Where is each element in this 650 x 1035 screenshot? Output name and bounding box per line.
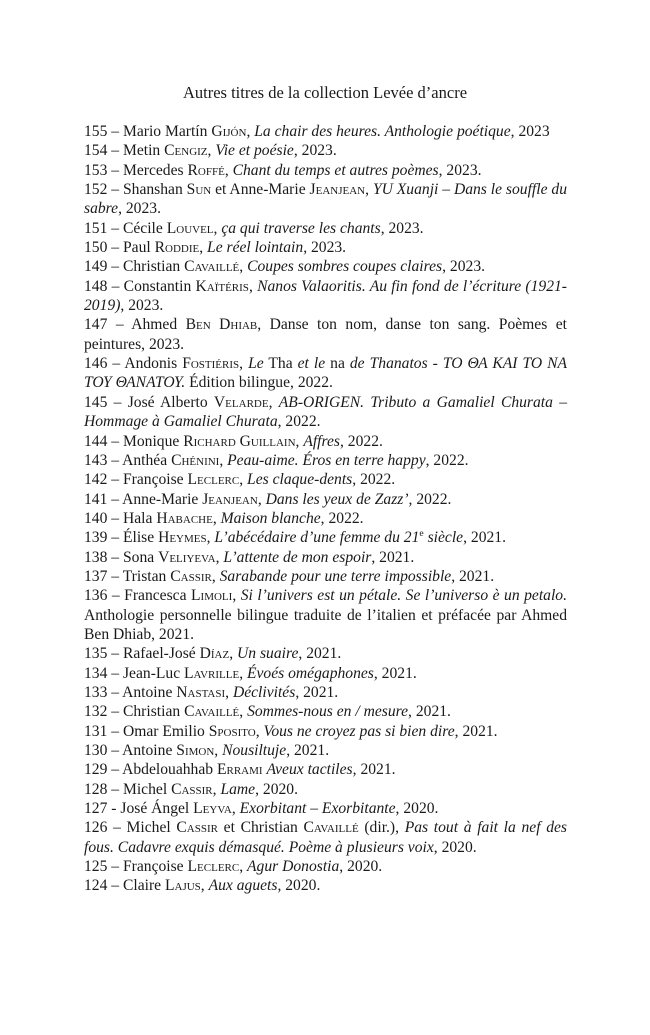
author-name: Chénini xyxy=(171,451,220,469)
author-name: Ben Dhiab xyxy=(185,316,258,334)
entry-text: 141 – Anne-Marie xyxy=(84,490,203,508)
entry-text: 127 - José Ángel xyxy=(84,800,194,818)
list-item xyxy=(84,315,567,354)
entry-text: , 2020. xyxy=(255,780,298,798)
entry-title-italic: Évoés omégaphones xyxy=(246,664,374,682)
entry-text: , 2020. xyxy=(339,858,383,876)
entry-text: Tha xyxy=(263,355,298,373)
entry-text: , 2023. xyxy=(293,142,337,160)
author-name: Habache xyxy=(156,509,213,527)
entry-title-italic: Peau-aime. Éros en terre happy xyxy=(227,451,426,469)
entry-text: 126 – Michel xyxy=(84,819,177,837)
list-item xyxy=(84,257,567,276)
entry-text: , xyxy=(211,567,220,585)
entry-text: 132 – Christian xyxy=(84,703,185,721)
list-item xyxy=(84,683,567,702)
entry-text: (dir.), xyxy=(358,819,405,837)
entry-text: , 2022. xyxy=(320,509,364,527)
author-name: Leclerc xyxy=(187,471,240,489)
entry-text: , 2021. xyxy=(463,529,506,547)
entry-text: , 2021. xyxy=(454,722,498,740)
entry-title-italic: Nousiltuje xyxy=(222,742,287,759)
list-item xyxy=(84,799,567,818)
author-name: Heymes xyxy=(158,529,207,547)
entry-title-italic: Exorbitant – Exorbitante xyxy=(239,800,396,818)
list-item xyxy=(84,219,567,238)
entry-text: , xyxy=(239,471,248,489)
entry-text: , xyxy=(225,683,233,701)
entry-text: , xyxy=(231,800,240,818)
entry-text: 154 – Metin xyxy=(84,142,165,160)
entry-text: , 2023. xyxy=(303,239,347,257)
entry-text: , xyxy=(212,509,221,527)
entry-text: , 2021. xyxy=(298,645,342,663)
entry-text: 128 – Michel xyxy=(84,780,172,798)
entry-text: , 2023 xyxy=(510,123,550,140)
author-name: Louvel xyxy=(166,219,214,237)
list-item xyxy=(84,722,567,741)
entry-title-italic: La chair des heures. Anthologie poétique xyxy=(254,123,511,140)
entry-text: 151 – Cécile xyxy=(84,219,167,237)
author-name: Richard Guillain xyxy=(183,432,296,450)
entry-text: , xyxy=(365,181,373,199)
list-item xyxy=(84,451,567,470)
author-name: Kaïtéris xyxy=(195,277,249,295)
entry-title-italic: Le réel lointain xyxy=(207,239,304,257)
list-item xyxy=(84,161,567,180)
entry-title-italic: ça qui traverse les chants xyxy=(221,219,381,237)
entry-text: , xyxy=(239,355,249,373)
list-item xyxy=(84,780,567,799)
entry-title-italic: Si l’univers est un pétale. Se l’universo è un petalo. xyxy=(240,587,567,605)
entry-text: 129 – Abdelouahhab xyxy=(84,761,217,779)
entry-text: , xyxy=(232,587,241,605)
entry-text: 152 – Shanshan xyxy=(84,181,187,199)
entry-text: et Anne-Marie xyxy=(211,181,310,199)
list-item xyxy=(84,238,567,257)
list-item xyxy=(84,702,567,721)
author-name: Cengiz xyxy=(164,142,208,160)
entry-text: 131 – Omar Emilio xyxy=(84,722,209,740)
entry-title-italic: Sarabande pour une terre impossible xyxy=(219,567,452,585)
entry-text: , xyxy=(239,703,248,721)
author-name: Sposito xyxy=(208,722,256,740)
entry-text: 2022. xyxy=(412,490,452,508)
list-item xyxy=(84,644,567,663)
entry-title-italic: L’abécédaire d’une femme du 21 xyxy=(214,529,420,547)
entry-text: , 2021. xyxy=(373,664,417,682)
entry-text: 150 – Paul xyxy=(84,239,155,257)
entry-title-italic: Agur Donostia xyxy=(247,858,340,876)
entry-title-italic: Coupes sombres coupes claires xyxy=(247,258,443,276)
entry-title-italic: Affres xyxy=(303,432,340,450)
entry-text: , xyxy=(239,858,248,876)
author-name: Díaz xyxy=(199,645,230,663)
entry-text: , xyxy=(295,432,304,450)
entry-text: 140 – Hala xyxy=(84,509,157,527)
author-name: Cavaillé xyxy=(303,819,359,837)
entry-text: 134 – Jean-Luc xyxy=(84,664,185,682)
entry-text: 155 – Mario Martín xyxy=(84,123,212,140)
entry-title-italic: Nanos Valaoritis. Au fin fond de l’écriture (1921-2019) xyxy=(84,277,568,315)
entry-text: , Danse ton nom, danse ton sang. Poèmes et peintures, 2023. xyxy=(84,316,567,353)
author-name: Cassir xyxy=(171,780,213,798)
entry-title-italic: Vous ne croyez pas si bien dire xyxy=(263,722,455,740)
entry-text: Édition bilingue, 2022. xyxy=(185,374,333,392)
entry-text: 136 – Francesca xyxy=(84,587,192,605)
entry-text: , 2022. xyxy=(352,471,396,489)
entry-title-italic: Un suaire xyxy=(237,645,299,663)
entry-text: , xyxy=(255,722,264,740)
entry-title-italic: Vie et poésie xyxy=(215,142,294,160)
entry-text: , xyxy=(248,277,258,295)
entry-title-italic: Lame xyxy=(220,780,256,798)
entry-text: , 2020. xyxy=(277,877,321,895)
entry-text: , xyxy=(257,490,266,508)
entry-title-italic: Aux aguets xyxy=(208,877,278,895)
entry-text: 130 – Antoine xyxy=(84,742,177,759)
list-item xyxy=(84,354,567,393)
entry-text: 135 – Rafael-José xyxy=(84,645,200,663)
entry-text: , xyxy=(214,742,223,759)
list-item xyxy=(84,586,567,644)
titles-list xyxy=(84,122,567,896)
entry-title-italic: Déclivités xyxy=(232,683,296,701)
author-name: Jeanjean xyxy=(202,490,258,508)
entry-text: 145 – José Alberto xyxy=(84,393,214,411)
entry-text: 148 – Constantin xyxy=(84,277,196,295)
author-name: Cassir xyxy=(176,819,218,837)
entry-text: , 2021. xyxy=(295,683,339,701)
entry-text: , 2021. xyxy=(286,742,330,759)
superscript: e xyxy=(419,528,424,540)
list-item xyxy=(84,741,567,760)
author-name: Errami xyxy=(216,761,263,779)
entry-text: , xyxy=(268,393,279,411)
entry-text: 149 – Christian xyxy=(84,258,185,276)
list-item xyxy=(84,470,567,489)
entry-text: , 2021. xyxy=(371,548,415,566)
author-name: Limoli xyxy=(191,587,233,605)
page-title: Autres titres de la collection Levée d’ancre xyxy=(182,83,468,102)
entry-title-italic: de Thanatos - ΤΟ ΘΑ ΚΑΙ ΤΟ ΝΑ ΤΟΥ ΘΑΝΑΤΟΥ. xyxy=(84,355,568,392)
entry-title-italic: et le xyxy=(297,355,326,373)
entry-title-italic: Le xyxy=(248,355,264,373)
entry-title-italic: YU Xuanji – Dans le souffle du sabre xyxy=(84,181,568,218)
entry-text: , xyxy=(229,645,238,663)
list-item xyxy=(84,548,567,567)
entry-text: 125 – Françoise xyxy=(84,858,188,876)
entry-text: 153 – Mercedes xyxy=(84,161,188,179)
author-name: Lajus xyxy=(164,877,201,895)
author-name: Leyva xyxy=(193,800,232,818)
list-item xyxy=(84,876,567,895)
entry-text: 142 – Françoise xyxy=(84,471,188,489)
entry-text: , xyxy=(200,877,209,895)
entry-text: , xyxy=(239,258,248,276)
entry-text: , 2021. xyxy=(451,567,495,585)
entry-text: , 2022. xyxy=(277,413,321,431)
list-item xyxy=(84,509,567,528)
entry-text: , 2023. xyxy=(442,258,486,276)
list-item xyxy=(84,393,567,432)
entry-text: na xyxy=(325,355,350,373)
entry-text: 138 – Sona xyxy=(84,548,159,566)
author-name: Fostiéris xyxy=(182,355,240,373)
entry-text: , 2021. xyxy=(352,761,396,779)
author-name: Roffé xyxy=(187,161,225,179)
entry-title-italic: Aveux tactiles xyxy=(266,761,353,779)
entry-text: , xyxy=(219,451,228,469)
list-item xyxy=(84,818,567,857)
entry-title-italic: Chant du temps et autres poèmes xyxy=(232,161,439,179)
entry-text: , 2020. xyxy=(395,800,439,818)
entry-text: , xyxy=(212,780,221,798)
list-item xyxy=(84,122,567,141)
entry-text: 147 – Ahmed xyxy=(84,316,186,334)
entry-text: , xyxy=(213,219,222,237)
author-name: Velarde xyxy=(213,393,269,411)
entry-text: 143 – Anthéa xyxy=(84,451,172,469)
entry-title-italic: Les claque-dents xyxy=(247,471,353,489)
entry-text: , 2022. xyxy=(340,432,383,450)
entry-text: 133 – Antoine xyxy=(84,683,177,701)
entry-text: , xyxy=(207,142,216,160)
entry-text: , 2020. xyxy=(433,838,477,856)
author-name: Cavaillé xyxy=(184,703,240,721)
list-item xyxy=(84,432,567,451)
list-item xyxy=(84,567,567,586)
entry-text: , xyxy=(239,664,247,682)
list-item xyxy=(84,760,567,779)
entry-title-italic: siècle xyxy=(423,529,464,547)
author-name: Cavaillé xyxy=(184,258,240,276)
entry-title-italic: AB-ORIGEN. Tributo a Gamaliel Churata – Hommage à Gamaliel Churata xyxy=(84,393,568,431)
author-name: Lavrille xyxy=(184,664,240,682)
list-item xyxy=(84,528,567,547)
author-name: Gijón xyxy=(211,123,247,140)
author-name: Veliyeva xyxy=(158,548,216,566)
entry-title-italic: L’attente de mon espoir xyxy=(223,548,372,566)
entry-text: , 2023. xyxy=(118,200,161,218)
entry-title-italic: Pas tout à fait la nef des fous. Cadavre exquis démasqué. Poème à plusieurs voix xyxy=(84,819,567,856)
entry-text: et Christian xyxy=(218,819,304,837)
entry-text: 139 – Élise xyxy=(84,529,159,547)
entry-text: 146 – Andonis xyxy=(84,355,183,373)
entry-text: , 2023. xyxy=(120,297,164,315)
list-item xyxy=(84,664,567,683)
entry-text: Anthologie personnelle bilingue traduite de l’italien et préfacée par Ahmed Ben Dhiab, 2021. xyxy=(84,606,567,643)
entry-text: 144 – Monique xyxy=(84,432,184,450)
author-name: Roddie xyxy=(154,239,200,257)
list-item xyxy=(84,180,567,219)
author-name: Jeanjean xyxy=(309,181,366,199)
entry-text: , xyxy=(199,239,208,257)
list-item xyxy=(84,857,567,876)
entry-text: , 2021. xyxy=(408,703,451,721)
list-item xyxy=(84,277,567,316)
author-name: Sun xyxy=(186,181,212,199)
entry-text: , xyxy=(246,123,255,140)
entry-text: , 2023. xyxy=(438,161,482,179)
list-item xyxy=(84,141,567,160)
entry-title-italic: Dans les yeux de Zazz’, xyxy=(265,490,413,508)
entry-text: , xyxy=(224,161,233,179)
entry-text: , xyxy=(206,529,215,547)
list-item xyxy=(84,490,567,509)
entry-text: 137 – Tristan xyxy=(84,567,171,585)
entry-title-italic: Sommes-nous en / mesure xyxy=(247,703,409,721)
entry-text: , xyxy=(215,548,224,566)
entry-text: 124 – Claire xyxy=(84,877,165,895)
entry-text: , 2023. xyxy=(380,219,424,237)
author-name: Simon xyxy=(176,742,215,759)
author-name: Cassir xyxy=(170,567,212,585)
author-name: Nastasi xyxy=(176,683,226,701)
entry-text: , 2022. xyxy=(425,451,469,469)
author-name: Leclerc xyxy=(187,858,240,876)
entry-title-italic: Maison blanche xyxy=(220,509,321,527)
